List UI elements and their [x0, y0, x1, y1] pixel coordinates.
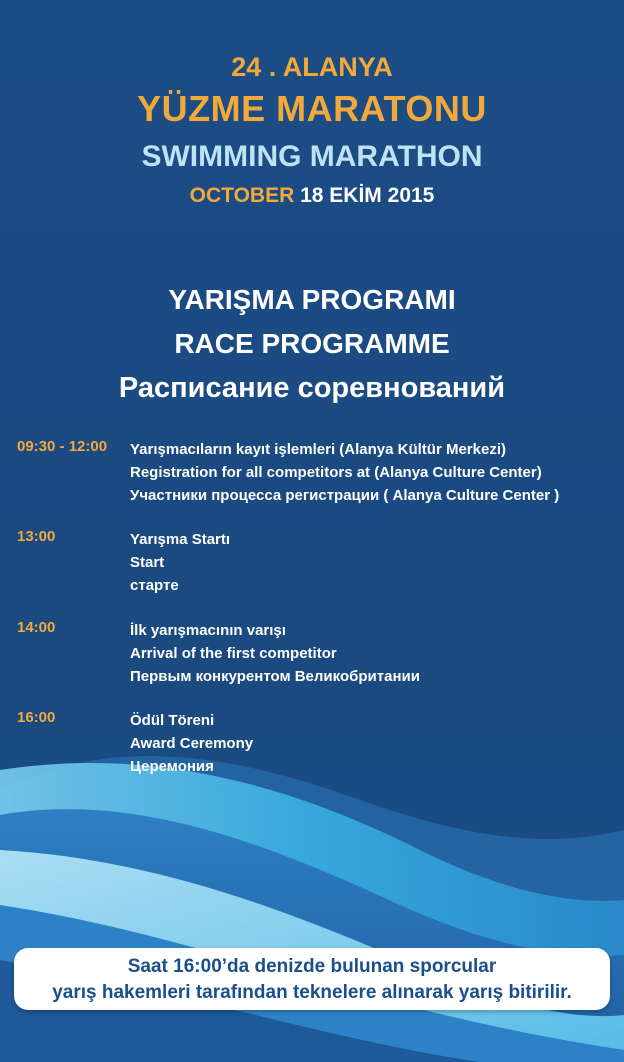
- programme-title-tr: YARIŞMA PROGRAMI: [168, 284, 456, 315]
- schedule-line-en: Registration for all competitors at (Alanya Culture Center): [130, 464, 542, 481]
- schedule-line-ru: Участники процесса регистрации ( Alanya Culture Center ): [130, 487, 560, 504]
- schedule-line-tr: İlk yarışmacının varışı: [130, 622, 286, 639]
- schedule-time: 14:00: [17, 619, 56, 636]
- finish-notice: [14, 948, 610, 1010]
- schedule-line-ru: Церемония: [130, 758, 214, 775]
- programme-title-en: RACE PROGRAMME: [174, 328, 450, 359]
- date-month: OCTOBER: [189, 184, 295, 207]
- schedule-line-tr: Yarışma Startı: [130, 531, 231, 548]
- schedule-time: 16:00: [17, 709, 56, 726]
- schedule-line-en: Start: [130, 554, 165, 571]
- programme-title-ru: Расписание соревнований: [118, 372, 506, 404]
- edition-heading: 24 . ALANYA: [231, 52, 393, 82]
- schedule-line-en: Award Ceremony: [130, 735, 254, 752]
- schedule-line-ru: Первым конкурентом Великобритании: [130, 668, 420, 685]
- title-turkish: YÜZME MARATONU: [137, 88, 487, 129]
- title-english: SWIMMING MARATHON: [141, 140, 483, 173]
- schedule-description: [130, 528, 230, 597]
- schedule-time: 09:30 - 12:00: [17, 438, 108, 455]
- schedule-description: [130, 619, 420, 688]
- schedule-line-en: Arrival of the first competitor: [130, 645, 337, 662]
- event-date: [0, 184, 624, 208]
- date-day-year: 18 EKİM 2015: [300, 184, 435, 207]
- notice-line-1: Saat 16:00’da denizde bulunan sporcular: [127, 956, 497, 977]
- schedule-time: 13:00: [17, 528, 56, 545]
- schedule-description: [130, 438, 559, 507]
- schedule-description: [130, 709, 253, 778]
- schedule-line-tr: Ödül Töreni: [130, 712, 215, 729]
- schedule-line-ru: старте: [130, 577, 179, 594]
- schedule-line-tr: Yarışmacıların kayıt işlemleri (Alanya Kültür Merkezi): [130, 441, 506, 458]
- notice-line-2: yarış hakemleri tarafından teknelere alınarak yarış bitirilir.: [52, 982, 572, 1003]
